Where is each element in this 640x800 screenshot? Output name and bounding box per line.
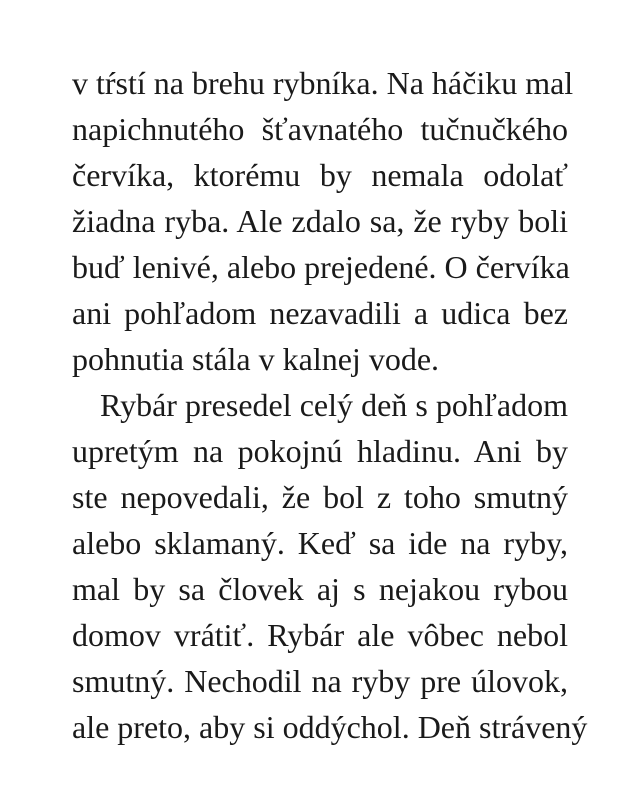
text-line: smutný. Nechodil na ryby pre úlovok, (72, 663, 568, 699)
text-line: upretým na pokojnú hladinu. Ani by (72, 433, 568, 469)
book-page (72, 60, 588, 750)
text-line: ste nepovedali, že bol z toho smutný (72, 479, 568, 515)
paragraph-1 (72, 60, 574, 382)
text-line: napichnutého šťavnatého tučnučkého (72, 111, 568, 147)
text-line: ani pohľadom nezavadili a udica bez (72, 295, 568, 331)
text-line: Rybár presedel celý deň s pohľadom (100, 387, 568, 423)
text-line: buď lenivé, alebo prejedené. O červíka (72, 249, 570, 285)
text-line: v tŕstí na brehu rybníka. Na háčiku mal (72, 65, 574, 101)
paragraph-2 (72, 382, 588, 750)
text-line: pohnutia stála v kalnej vode. (72, 341, 440, 377)
text-line: ale preto, aby si oddýchol. Deň strávený (72, 709, 588, 745)
text-line: žiadna ryba. Ale zdalo sa, že ryby boli (72, 203, 568, 239)
text-line: alebo sklamaný. Keď sa ide na ryby, (72, 525, 568, 561)
text-line: domov vrátiť. Rybár ale vôbec nebol (72, 617, 568, 653)
text-line: mal by sa človek aj s nejakou rybou (72, 571, 568, 607)
text-line: červíka, ktorému by nemala odolať (72, 157, 568, 193)
